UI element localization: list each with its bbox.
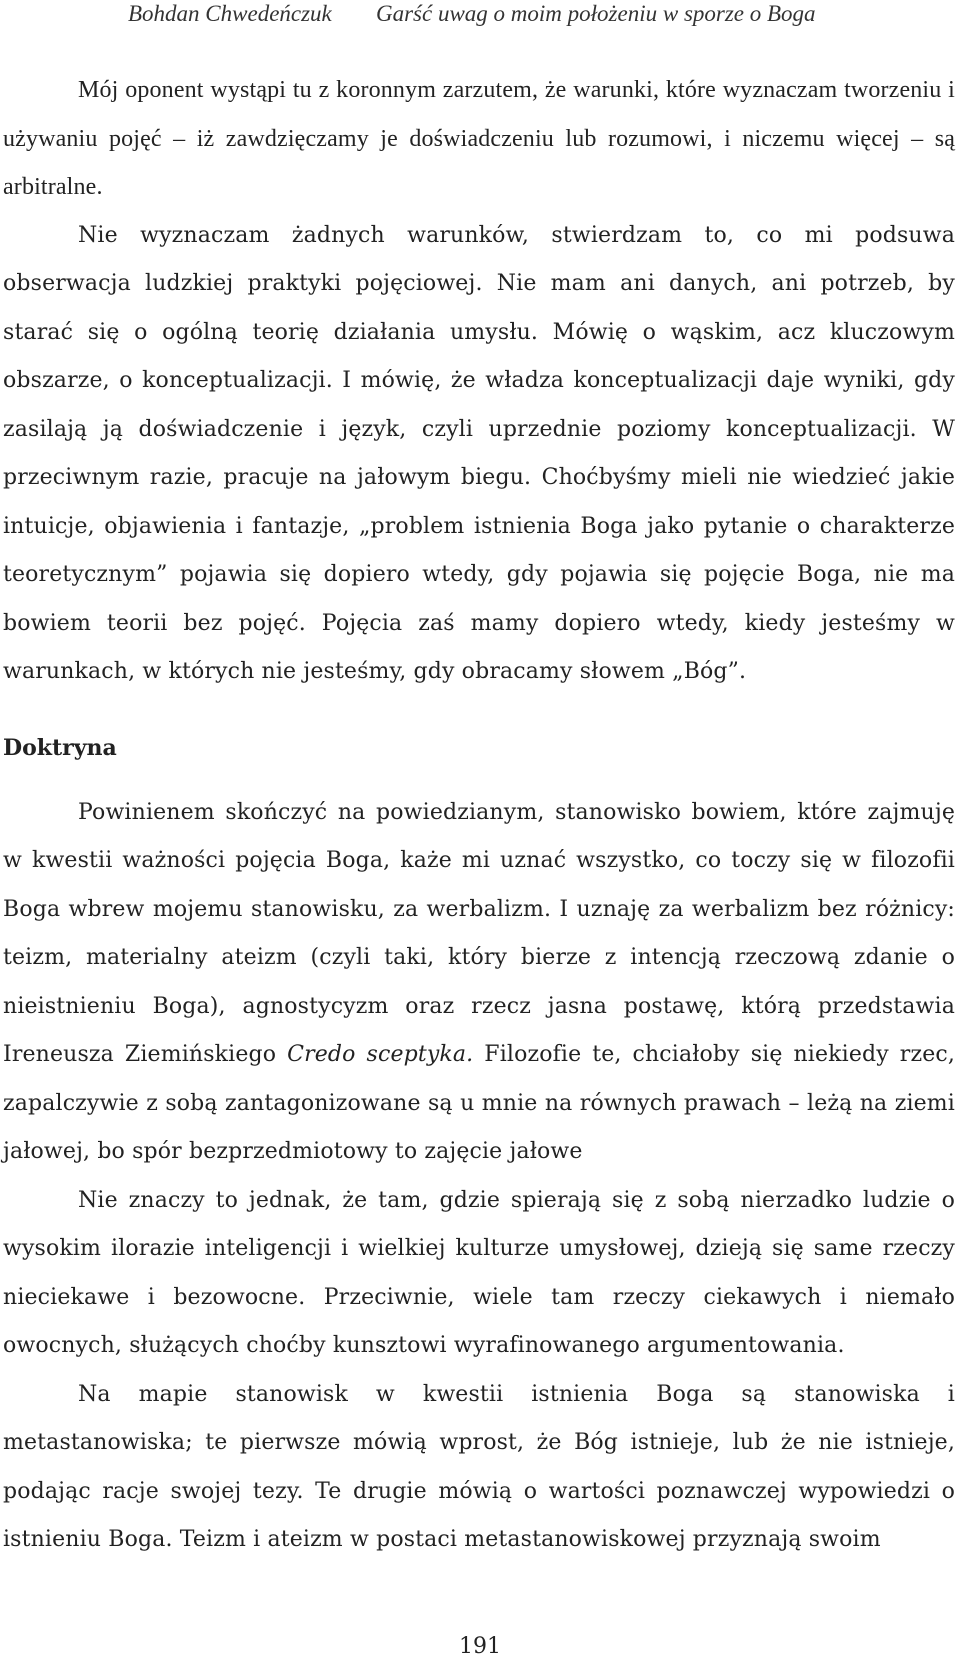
page-body <box>3 66 955 1565</box>
section-paragraph-1-text-b: Filozofie te, chciałoby się niekiedy rzec, zapalczywie z sobą zantagonizowane są u mnie na równych prawach – leżą na ziemi jałowej, bo spór bezprzedmiotowy to zajęcie jałowe <box>3 1042 955 1164</box>
section-heading: Doktryna <box>3 734 117 761</box>
section-paragraph-1-text-a: Powinienem skończyć na powiedzianym, stanowisko bowiem, które zajmuję w kwestii ważności pojęcia Boga, każe mi uznać wszystko, co toczy się w filozofii Boga wbrew mojemu stanowisku, za werbalizm. I uznaję za werbalizm bez różnicy: teizm, materialny ateizm (czyli taki, który bierze z intencją rzeczową zdanie o nieistnieniu Boga), agnostycyzm oraz rzecz jasna postawę, którą przedstawia Ireneusza Ziemińskiego <box>3 799 955 1067</box>
section-paragraph-3: Na mapie stanowisk w kwestii istnienia Boga są stanowiska i metastanowiska; te pierwsze mówią wprost, że Bóg istnieje, lub że nie istnieje, podając racje swojej tezy. Te drugie mówią o wartości poznawczej wypowiedzi o istnieniu Boga. Teizm i ateizm w postaci metastanowiskowej przyznają swoim <box>3 1381 955 1552</box>
page-number: 191 <box>459 1634 501 1659</box>
paragraph-1: Mój oponent wystąpi tu z koronnym zarzutem, że warunki, które wyznaczam tworzeniu i używaniu pojęć – iż zawdzięczamy je doświadczeniu lub rozumowi, i niczemu więcej – są arbitralne. <box>3 77 955 200</box>
header-title: Garść uwag o moim położeniu w sporze o Boga <box>376 1 816 26</box>
section-paragraph-2: Nie znaczy to jednak, że tam, gdzie spierają się z sobą nierzadko ludzie o wysokim ilorazie inteligencji i wielkiej kulturze umysłowej, dzieją się same rzeczy nieciekawe i bezowocne. Przeciwnie, wiele tam rzeczy ciekawych i niemało owocnych, służących choćby kunsztowi wyrafinowanego argumentowania. <box>3 1187 955 1358</box>
book-title-emphasis: Credo sceptyka. <box>287 1042 474 1067</box>
section-paragraph-1 <box>3 789 955 1177</box>
header-author: Bohdan Chwedeńczuk <box>128 1 332 26</box>
running-header <box>0 0 960 30</box>
paragraph-2: Nie wyznaczam żadnych warunków, stwierdzam to, co mi podsuwa obserwacja ludzkiej praktyki pojęciowej. Nie mam ani danych, ani potrzeb, by starać się o ogólną teorię działania umysłu. Mówię o wąskim, acz kluczowym obszarze, o konceptualizacji. I mówię, że władza konceptualizacji daje wyniki, gdy zasilają ją doświadczenie i język, czyli uprzednie poziomy konceptualizacji. W przeciwnym razie, pracuje na jałowym biegu. Choćbyśmy mieli nie wiedzieć jakie intuicje, objawienia i fantazje, „problem istnienia Boga jako pytanie o charakterze teoretycznym” pojawia się dopiero wtedy, gdy pojawia się pojęcie Boga, nie ma bowiem teorii bez pojęć. Pojęcia zaś mamy dopiero wtedy, kiedy jesteśmy w warunkach, w których nie jesteśmy, gdy obracamy słowem „Bóg”. <box>3 222 955 684</box>
